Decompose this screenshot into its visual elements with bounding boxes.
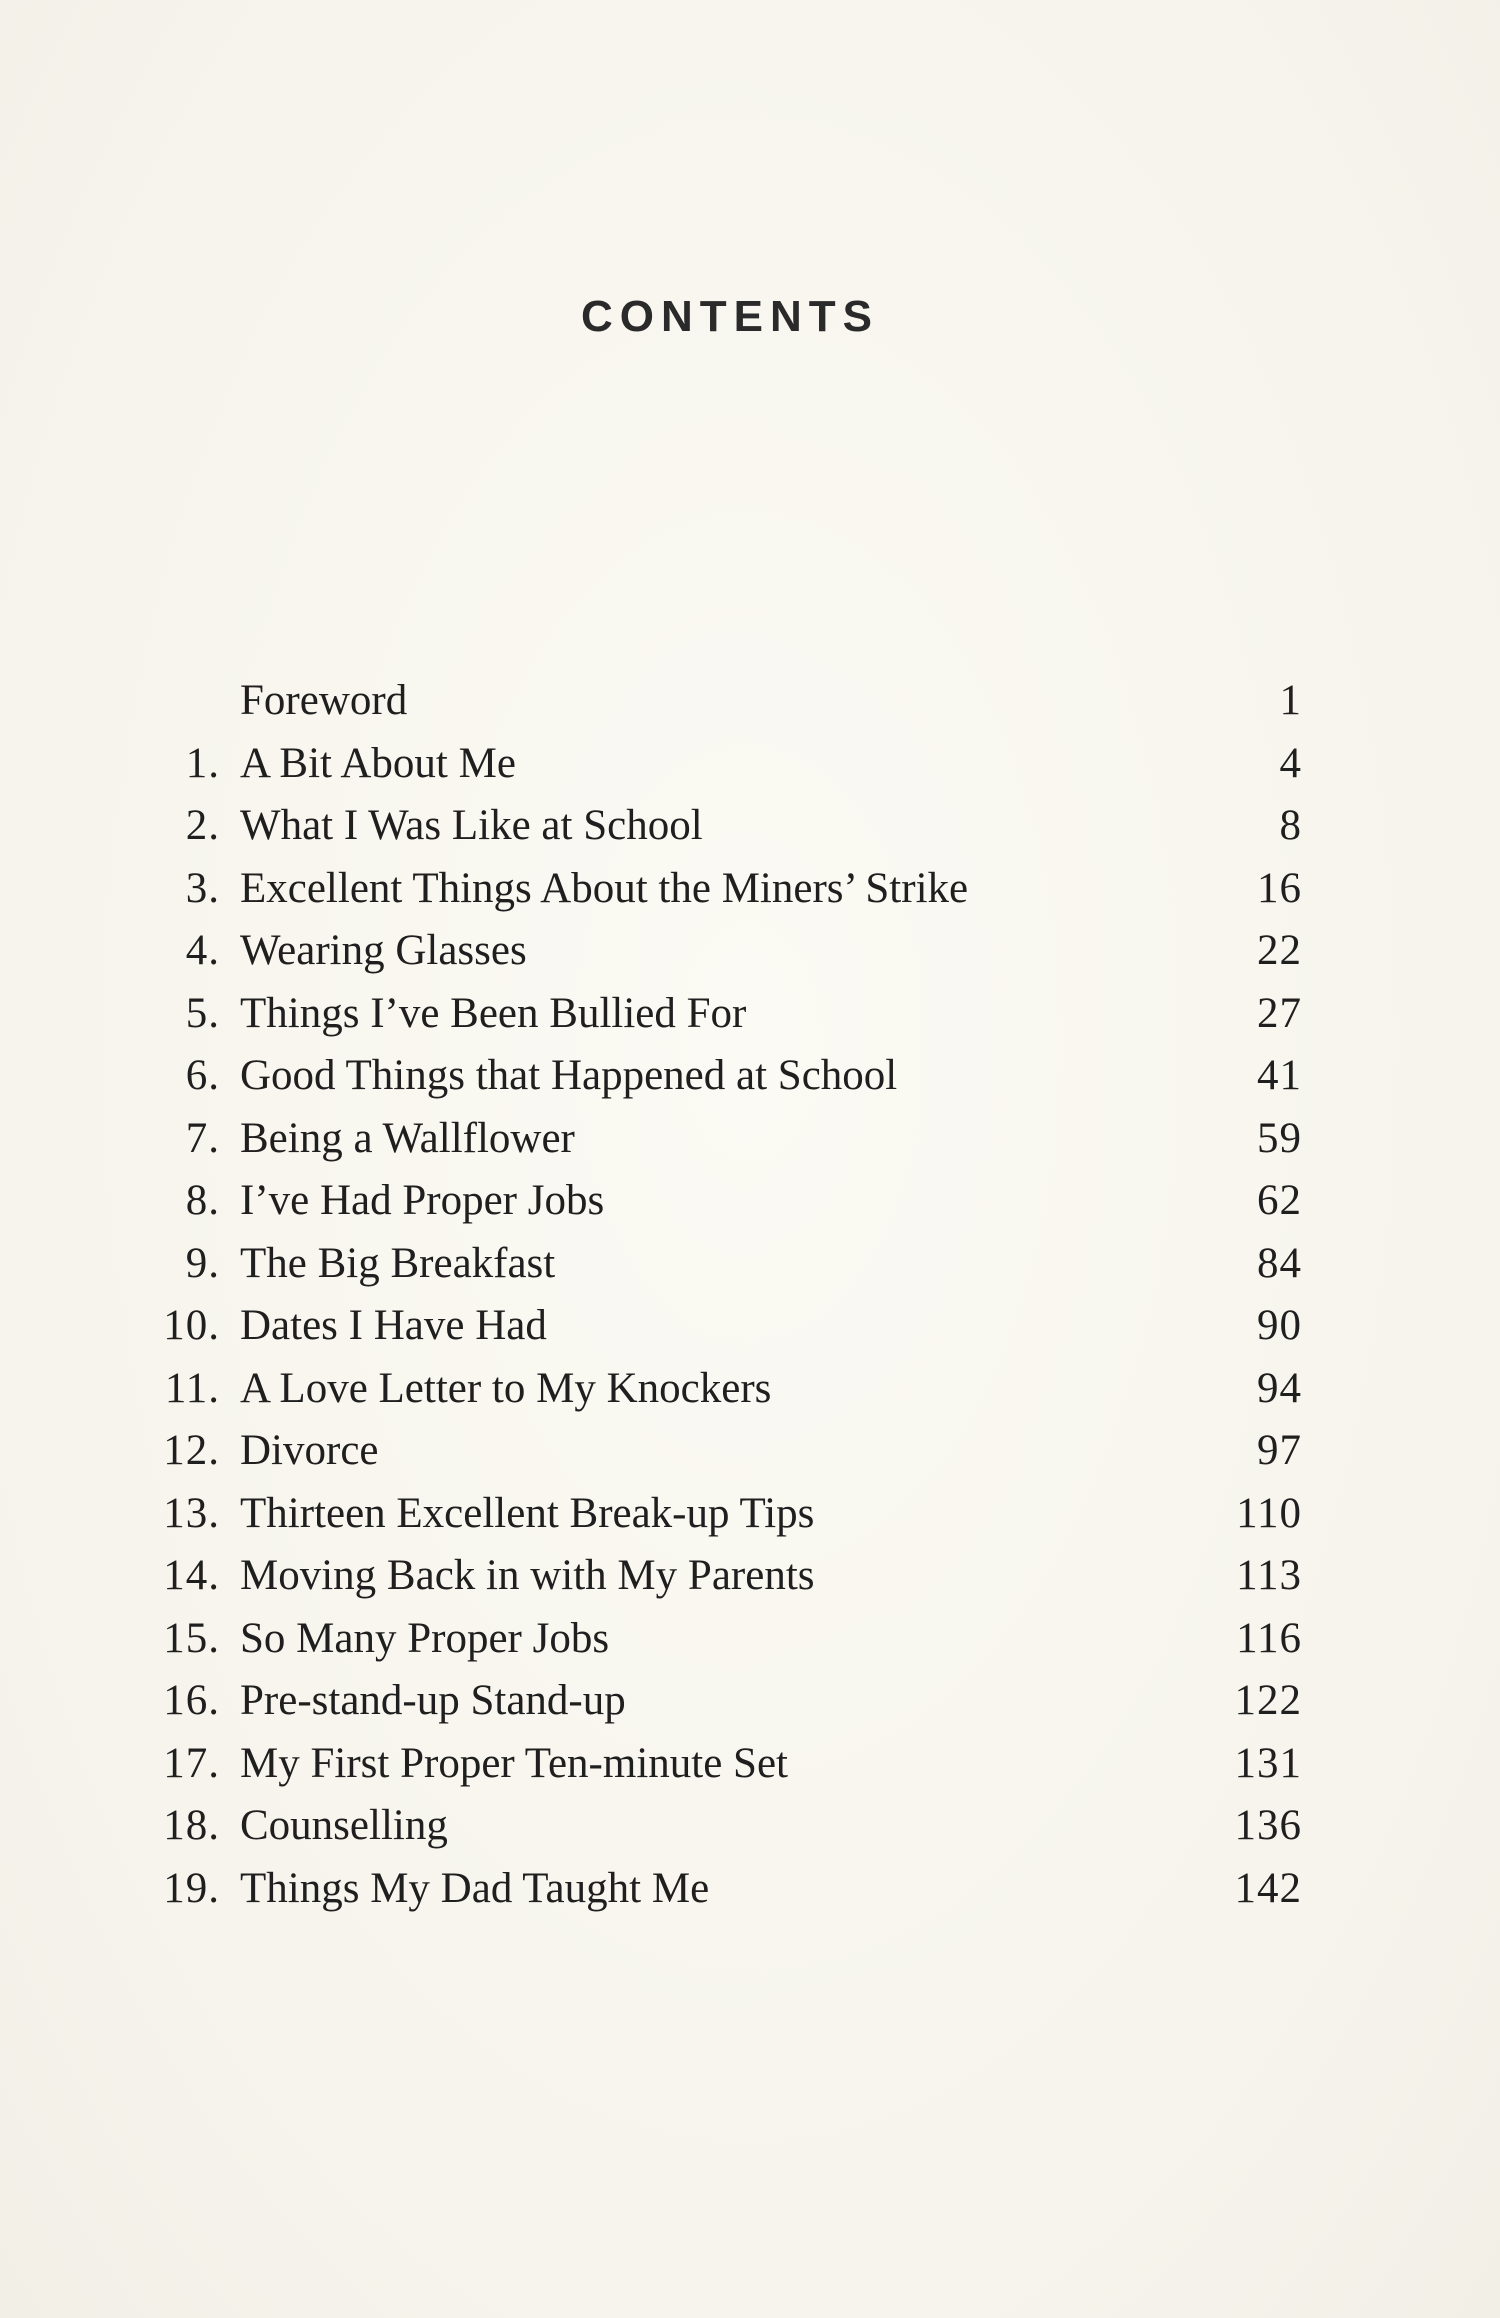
toc-entry bbox=[0, 1733, 1500, 1796]
toc-entry bbox=[0, 1858, 1500, 1921]
chapter-title: A Bit About Me bbox=[240, 739, 516, 787]
page-number: 16 bbox=[1257, 864, 1302, 912]
chapter-title: Excellent Things About the Miners’ Strike bbox=[240, 864, 969, 912]
page-number: 4 bbox=[1279, 739, 1302, 787]
page-number: 59 bbox=[1257, 1114, 1302, 1162]
page-number: 142 bbox=[1234, 1864, 1302, 1912]
chapter-number: 19. bbox=[163, 1864, 220, 1912]
chapter-title: The Big Breakfast bbox=[240, 1239, 556, 1287]
toc-entry bbox=[0, 1233, 1500, 1296]
toc-entry bbox=[0, 983, 1500, 1046]
chapter-number: 1. bbox=[185, 739, 220, 787]
chapter-number: 14. bbox=[163, 1552, 220, 1599]
toc-entry bbox=[0, 1170, 1500, 1233]
chapter-title: Wearing Glasses bbox=[240, 927, 527, 974]
page-number: 62 bbox=[1257, 1177, 1302, 1224]
page-number: 131 bbox=[1234, 1739, 1302, 1787]
toc-entry bbox=[0, 1795, 1500, 1858]
page-number: 22 bbox=[1257, 927, 1302, 974]
chapter-number: 5. bbox=[185, 989, 220, 1037]
chapter-number: 2. bbox=[185, 802, 220, 849]
toc-entry bbox=[0, 1670, 1500, 1733]
page-number: 27 bbox=[1257, 989, 1302, 1037]
chapter-number: 12. bbox=[163, 1427, 220, 1474]
chapter-number: 11. bbox=[164, 1364, 220, 1412]
chapter-title: Pre-stand-up Stand-up bbox=[240, 1677, 626, 1724]
chapter-number: 3. bbox=[185, 864, 220, 912]
toc-entry bbox=[0, 1358, 1500, 1421]
toc-entry bbox=[0, 670, 1500, 733]
toc-entry bbox=[0, 858, 1500, 921]
table-of-contents bbox=[0, 670, 1500, 1920]
chapter-number: 6. bbox=[185, 1052, 220, 1099]
chapter-title: Counselling bbox=[240, 1802, 448, 1849]
chapter-title: Foreword bbox=[240, 677, 408, 724]
page-number: 8 bbox=[1279, 802, 1302, 849]
toc-entry bbox=[0, 795, 1500, 858]
chapter-number: 15. bbox=[163, 1614, 220, 1662]
chapter-title: Good Things that Happened at School bbox=[240, 1052, 898, 1099]
page-number: 1 bbox=[1279, 677, 1302, 724]
chapter-number: 10. bbox=[163, 1302, 220, 1349]
chapter-number: 13. bbox=[163, 1489, 220, 1537]
chapter-title: A Love Letter to My Knockers bbox=[240, 1364, 772, 1412]
page-number: 41 bbox=[1257, 1052, 1302, 1099]
chapter-number: 17. bbox=[163, 1739, 220, 1787]
chapter-title: Divorce bbox=[240, 1427, 379, 1474]
toc-entry bbox=[0, 1483, 1500, 1546]
toc-entry bbox=[0, 1045, 1500, 1108]
toc-entry bbox=[0, 920, 1500, 983]
chapter-title: I’ve Had Proper Jobs bbox=[240, 1177, 605, 1224]
toc-entry bbox=[0, 1545, 1500, 1608]
chapter-number: 8. bbox=[185, 1177, 220, 1224]
page-number: 84 bbox=[1257, 1239, 1302, 1287]
chapter-title: My First Proper Ten-minute Set bbox=[240, 1739, 788, 1787]
chapter-title: Moving Back in with My Parents bbox=[240, 1552, 815, 1599]
page-number: 116 bbox=[1236, 1614, 1302, 1662]
chapter-title: Things I’ve Been Bullied For bbox=[240, 989, 747, 1037]
toc-entry bbox=[0, 1108, 1500, 1171]
chapter-title: Thirteen Excellent Break-up Tips bbox=[240, 1489, 815, 1537]
toc-entry bbox=[0, 1295, 1500, 1358]
page-number: 122 bbox=[1234, 1677, 1302, 1724]
chapter-title: What I Was Like at School bbox=[240, 802, 703, 849]
toc-entry bbox=[0, 1420, 1500, 1483]
page-number: 90 bbox=[1257, 1302, 1302, 1349]
chapter-number: 4. bbox=[185, 927, 220, 974]
chapter-title: Dates I Have Had bbox=[240, 1302, 547, 1349]
toc-entry bbox=[0, 1608, 1500, 1671]
page-number: 136 bbox=[1234, 1802, 1302, 1849]
page-number: 94 bbox=[1257, 1364, 1302, 1412]
chapter-title: So Many Proper Jobs bbox=[240, 1614, 610, 1662]
contents-heading: CONTENTS bbox=[581, 292, 879, 341]
page-number: 113 bbox=[1236, 1552, 1302, 1599]
toc-entry bbox=[0, 733, 1500, 796]
chapter-number: 16. bbox=[163, 1677, 220, 1724]
chapter-number: 7. bbox=[185, 1114, 220, 1162]
chapter-number: 18. bbox=[163, 1802, 220, 1849]
page-number: 97 bbox=[1257, 1427, 1302, 1474]
chapter-title: Things My Dad Taught Me bbox=[240, 1864, 710, 1912]
chapter-title: Being a Wallflower bbox=[240, 1114, 575, 1162]
page-number: 110 bbox=[1236, 1489, 1302, 1537]
chapter-number: 9. bbox=[185, 1239, 220, 1287]
